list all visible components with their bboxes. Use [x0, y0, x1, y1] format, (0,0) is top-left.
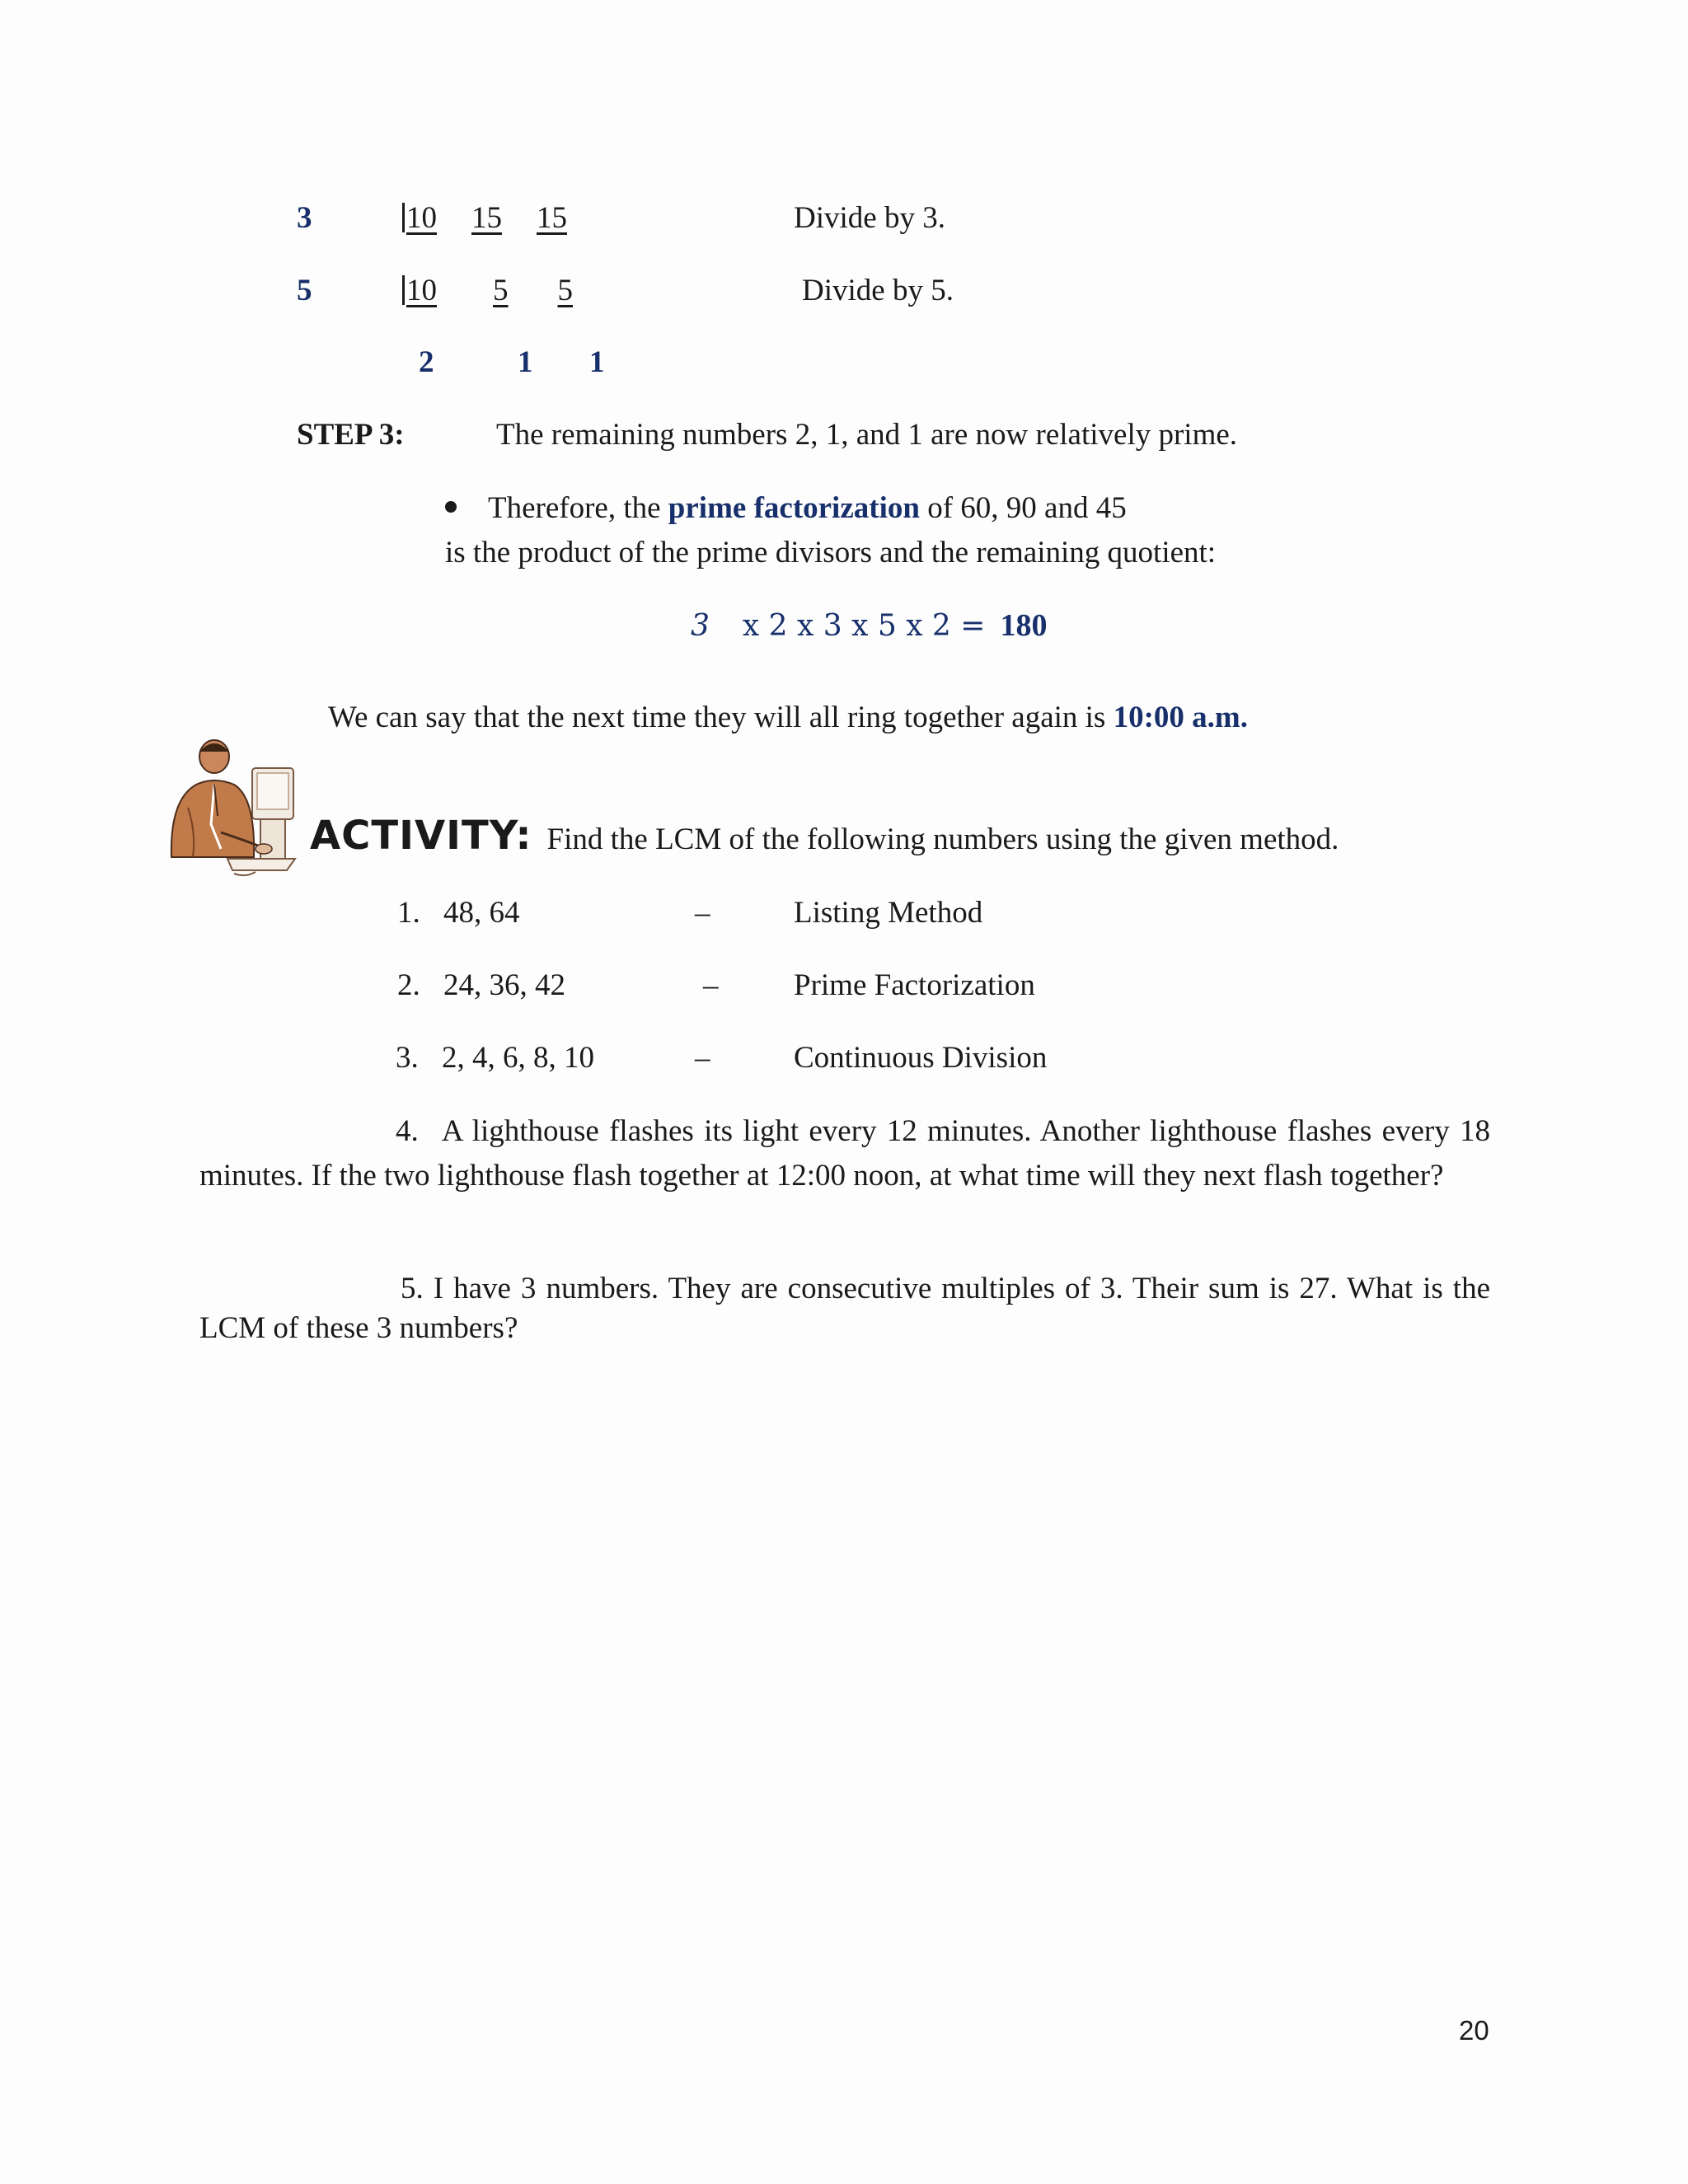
bullet-continuation: is the product of the prime divisors and the remaining quotient: — [445, 536, 1217, 569]
activity-title: ACTIVITY: — [310, 813, 532, 859]
division-note-1: Divide by 3. — [794, 201, 945, 235]
activity-item-number: 2. — [397, 968, 420, 1002]
division-note-2: Divide by 5. — [802, 274, 954, 307]
activity-instruction: Find the LCM of the following numbers using the given method. — [546, 823, 1339, 856]
bullet-text-before: Therefore, the — [488, 491, 668, 525]
activity-item-method: Continuous Division — [794, 1041, 1048, 1075]
activity-item-numbers: 24, 36, 42 — [443, 968, 565, 1002]
problem-5 — [199, 1269, 1490, 1348]
activity-item-dash: – — [695, 896, 710, 930]
division-bar — [402, 275, 405, 305]
page-number: 20 — [1459, 2015, 1489, 2046]
divisor-3: 3 — [297, 201, 312, 235]
quotient-2: 1 — [518, 345, 533, 379]
problem-4-text: A lighthouse flashes its light every 12 minutes. Another lighthouse flashes every 18 minutes. If the two lighthouse flash together at 12:00 noon, at what time will they next flash together? — [199, 1114, 1490, 1193]
activity-item-numbers: 2, 4, 6, 8, 10 — [442, 1041, 594, 1075]
person-at-computer-illustration — [163, 733, 303, 878]
conclusion-time: 10:00 a.m. — [1113, 701, 1248, 734]
bullet-text-after: of 60, 90 and 45 — [919, 491, 1127, 525]
step3-text: The remaining numbers 2, 1, and 1 are now relatively prime. — [496, 418, 1238, 452]
conclusion-text: We can say that the next time they will all ring together again is — [328, 701, 1114, 734]
problem-5-text: I have 3 numbers. They are consecutive multiples of 3. Their sum is 27. What is the LCM of these 3 numbers? — [199, 1272, 1491, 1345]
activity-item-method: Prime Factorization — [794, 968, 1035, 1002]
activity-item-numbers: 48, 64 — [443, 896, 520, 930]
activity-item-dash: – — [703, 968, 719, 1002]
division-number: 10 — [406, 201, 437, 235]
division-row-1-numbers — [402, 201, 567, 237]
activity-item-number: 1. — [397, 896, 420, 930]
equation-first-factor: 3 — [691, 609, 710, 643]
problem-4-number: 4. — [396, 1114, 419, 1148]
quotient-3: 1 — [589, 345, 605, 379]
bullet-icon — [445, 501, 457, 513]
conclusion — [328, 701, 1248, 736]
activity-item-method: Listing Method — [794, 896, 983, 930]
problem-4 — [199, 1109, 1490, 1198]
division-number: 15 — [537, 201, 567, 235]
step3-label: STEP 3: — [297, 418, 405, 452]
bullet-line — [445, 491, 1127, 527]
activity-header — [310, 813, 1339, 859]
quotient-1: 2 — [419, 345, 434, 379]
prime-factorization-term: prime factorization — [668, 491, 920, 525]
division-number: 5 — [557, 274, 573, 307]
division-number: 5 — [493, 274, 509, 307]
division-number: 15 — [471, 201, 502, 235]
activity-item-dash: – — [695, 1041, 710, 1075]
divisor-5: 5 — [297, 274, 312, 307]
activity-item-number: 3. — [396, 1041, 419, 1075]
division-row-2-numbers — [402, 274, 573, 309]
division-bar — [402, 203, 405, 232]
equation-result: 180 — [1000, 608, 1048, 643]
equation — [691, 608, 1047, 644]
division-number: 10 — [406, 274, 437, 307]
problem-5-number: 5. — [401, 1272, 424, 1305]
equation-factors: x 2 x 3 x 5 x 2 = — [742, 609, 986, 643]
